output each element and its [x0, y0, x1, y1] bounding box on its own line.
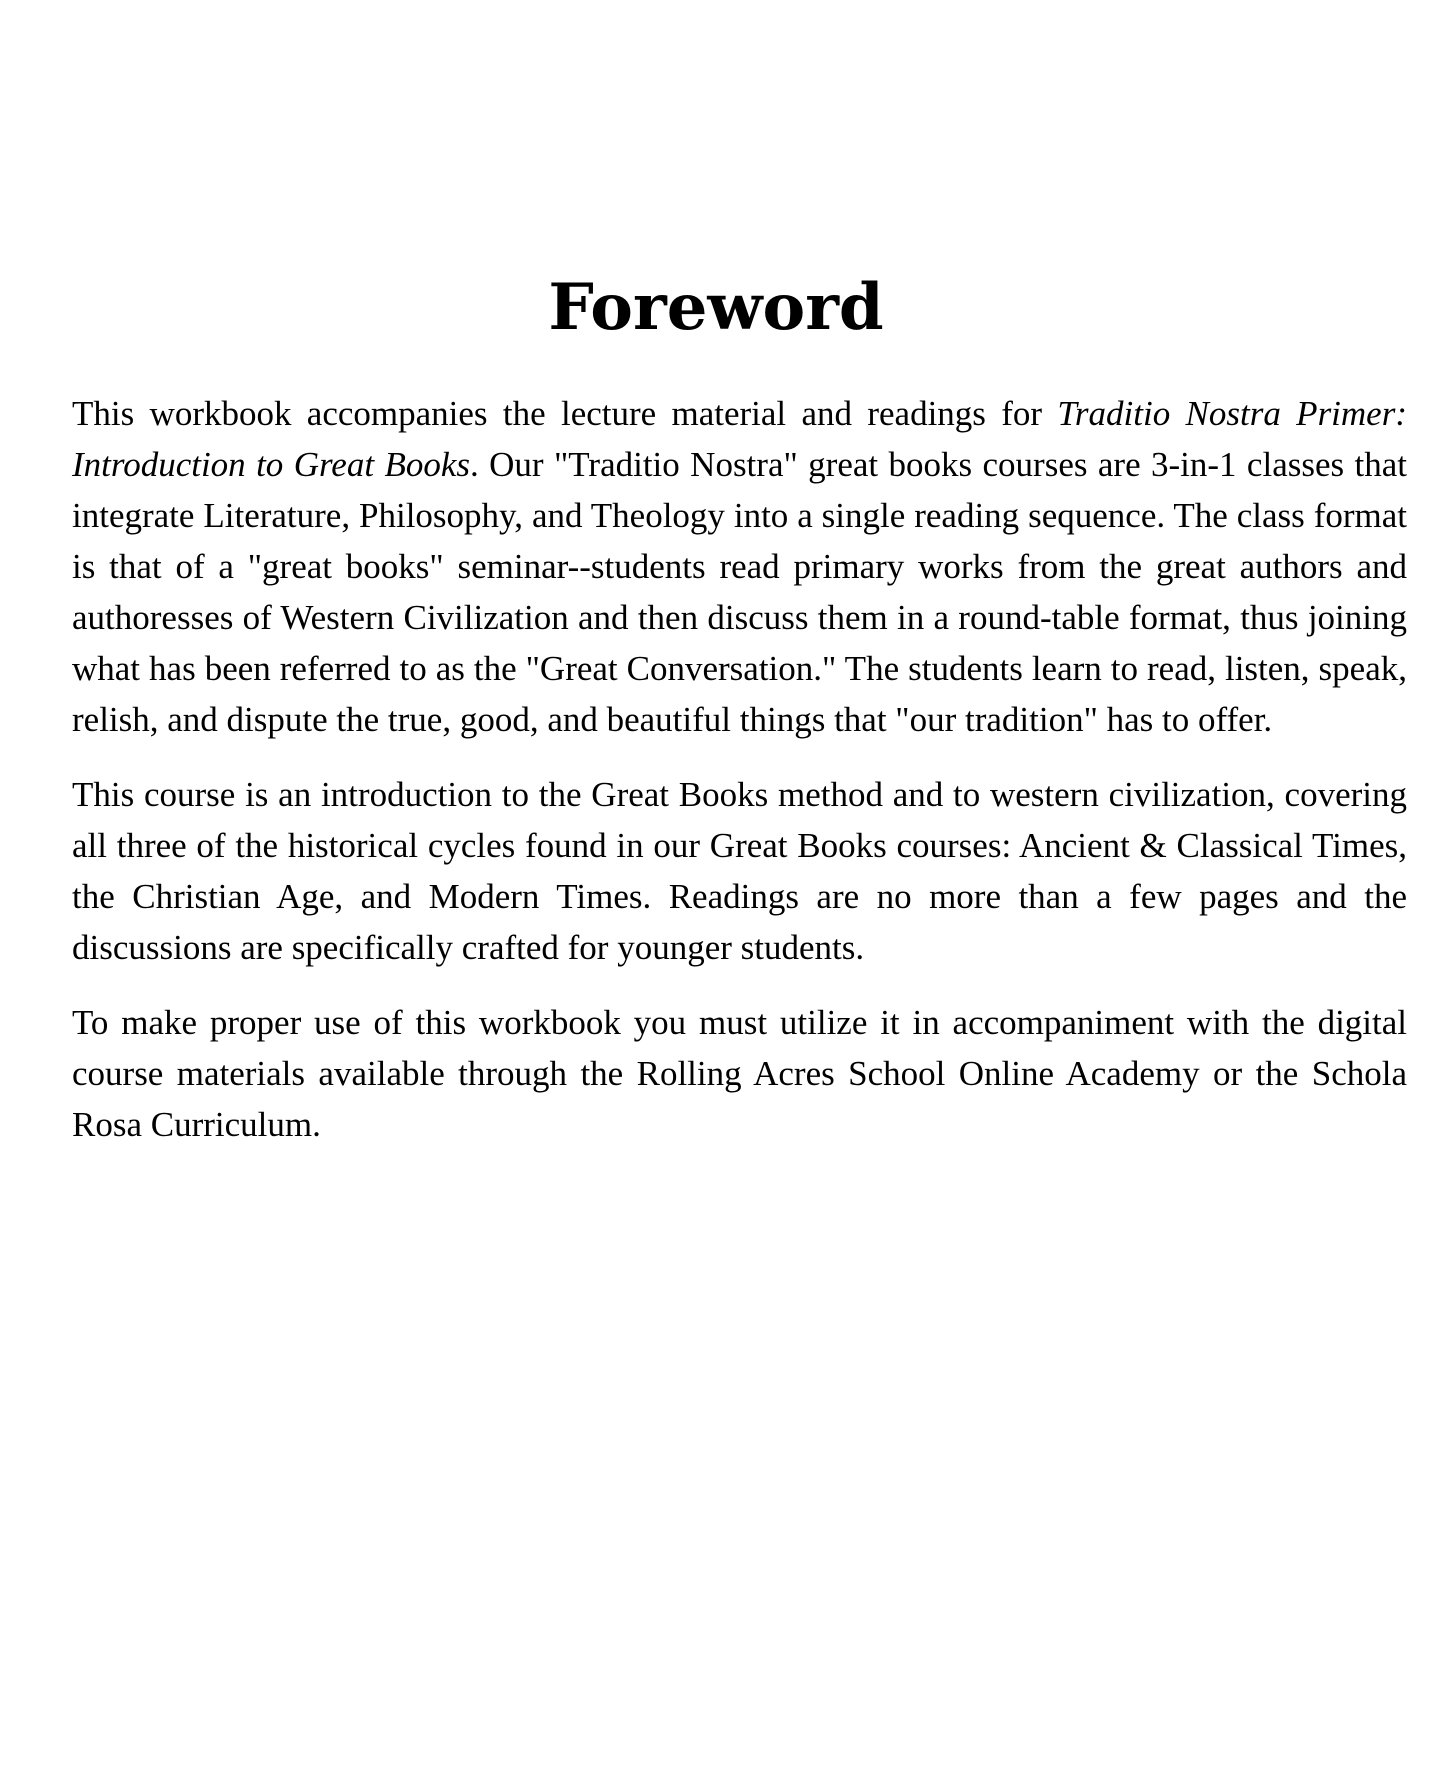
paragraph-1	[72, 388, 1407, 745]
page-title: Foreword	[548, 270, 884, 345]
paragraph-1-rest: . Our "Traditio Nostra" great books courses are 3-in-1 classes that integrate Literature, Philosophy, and Theology into a single reading sequence. The class format is that of a "great books" seminar--students read primary works from the great authors and authoresses of Western Civilization and then discuss them in a round-table format, thus joining what has been referred to as the "Great Conversation." The students learn to read, listen, speak, relish, and dispute the true, good, and beautiful things that "our tradition" has to offer.	[72, 445, 1407, 739]
paragraph-3: To make proper use of this workbook you must utilize it in accompaniment with the digital course materials available through the Rolling Acres School Online Academy or the Schola Rosa Curriculum.	[72, 1003, 1407, 1144]
book-title: Traditio Nostra Primer: Introduction to Great Books	[72, 394, 1407, 484]
paragraph-1-intro: This workbook accompanies the lecture material and readings for	[72, 394, 1058, 433]
paragraph-2: This course is an introduction to the Great Books method and to western civilization, covering all three of the historical cycles found in our Great Books courses: Ancient & Classical Times, the Christian Age, and Modern Times. Readings are no more than a few pages and the discussions are specifically crafted for younger students.	[72, 775, 1407, 967]
foreword-body	[72, 388, 1407, 1174]
